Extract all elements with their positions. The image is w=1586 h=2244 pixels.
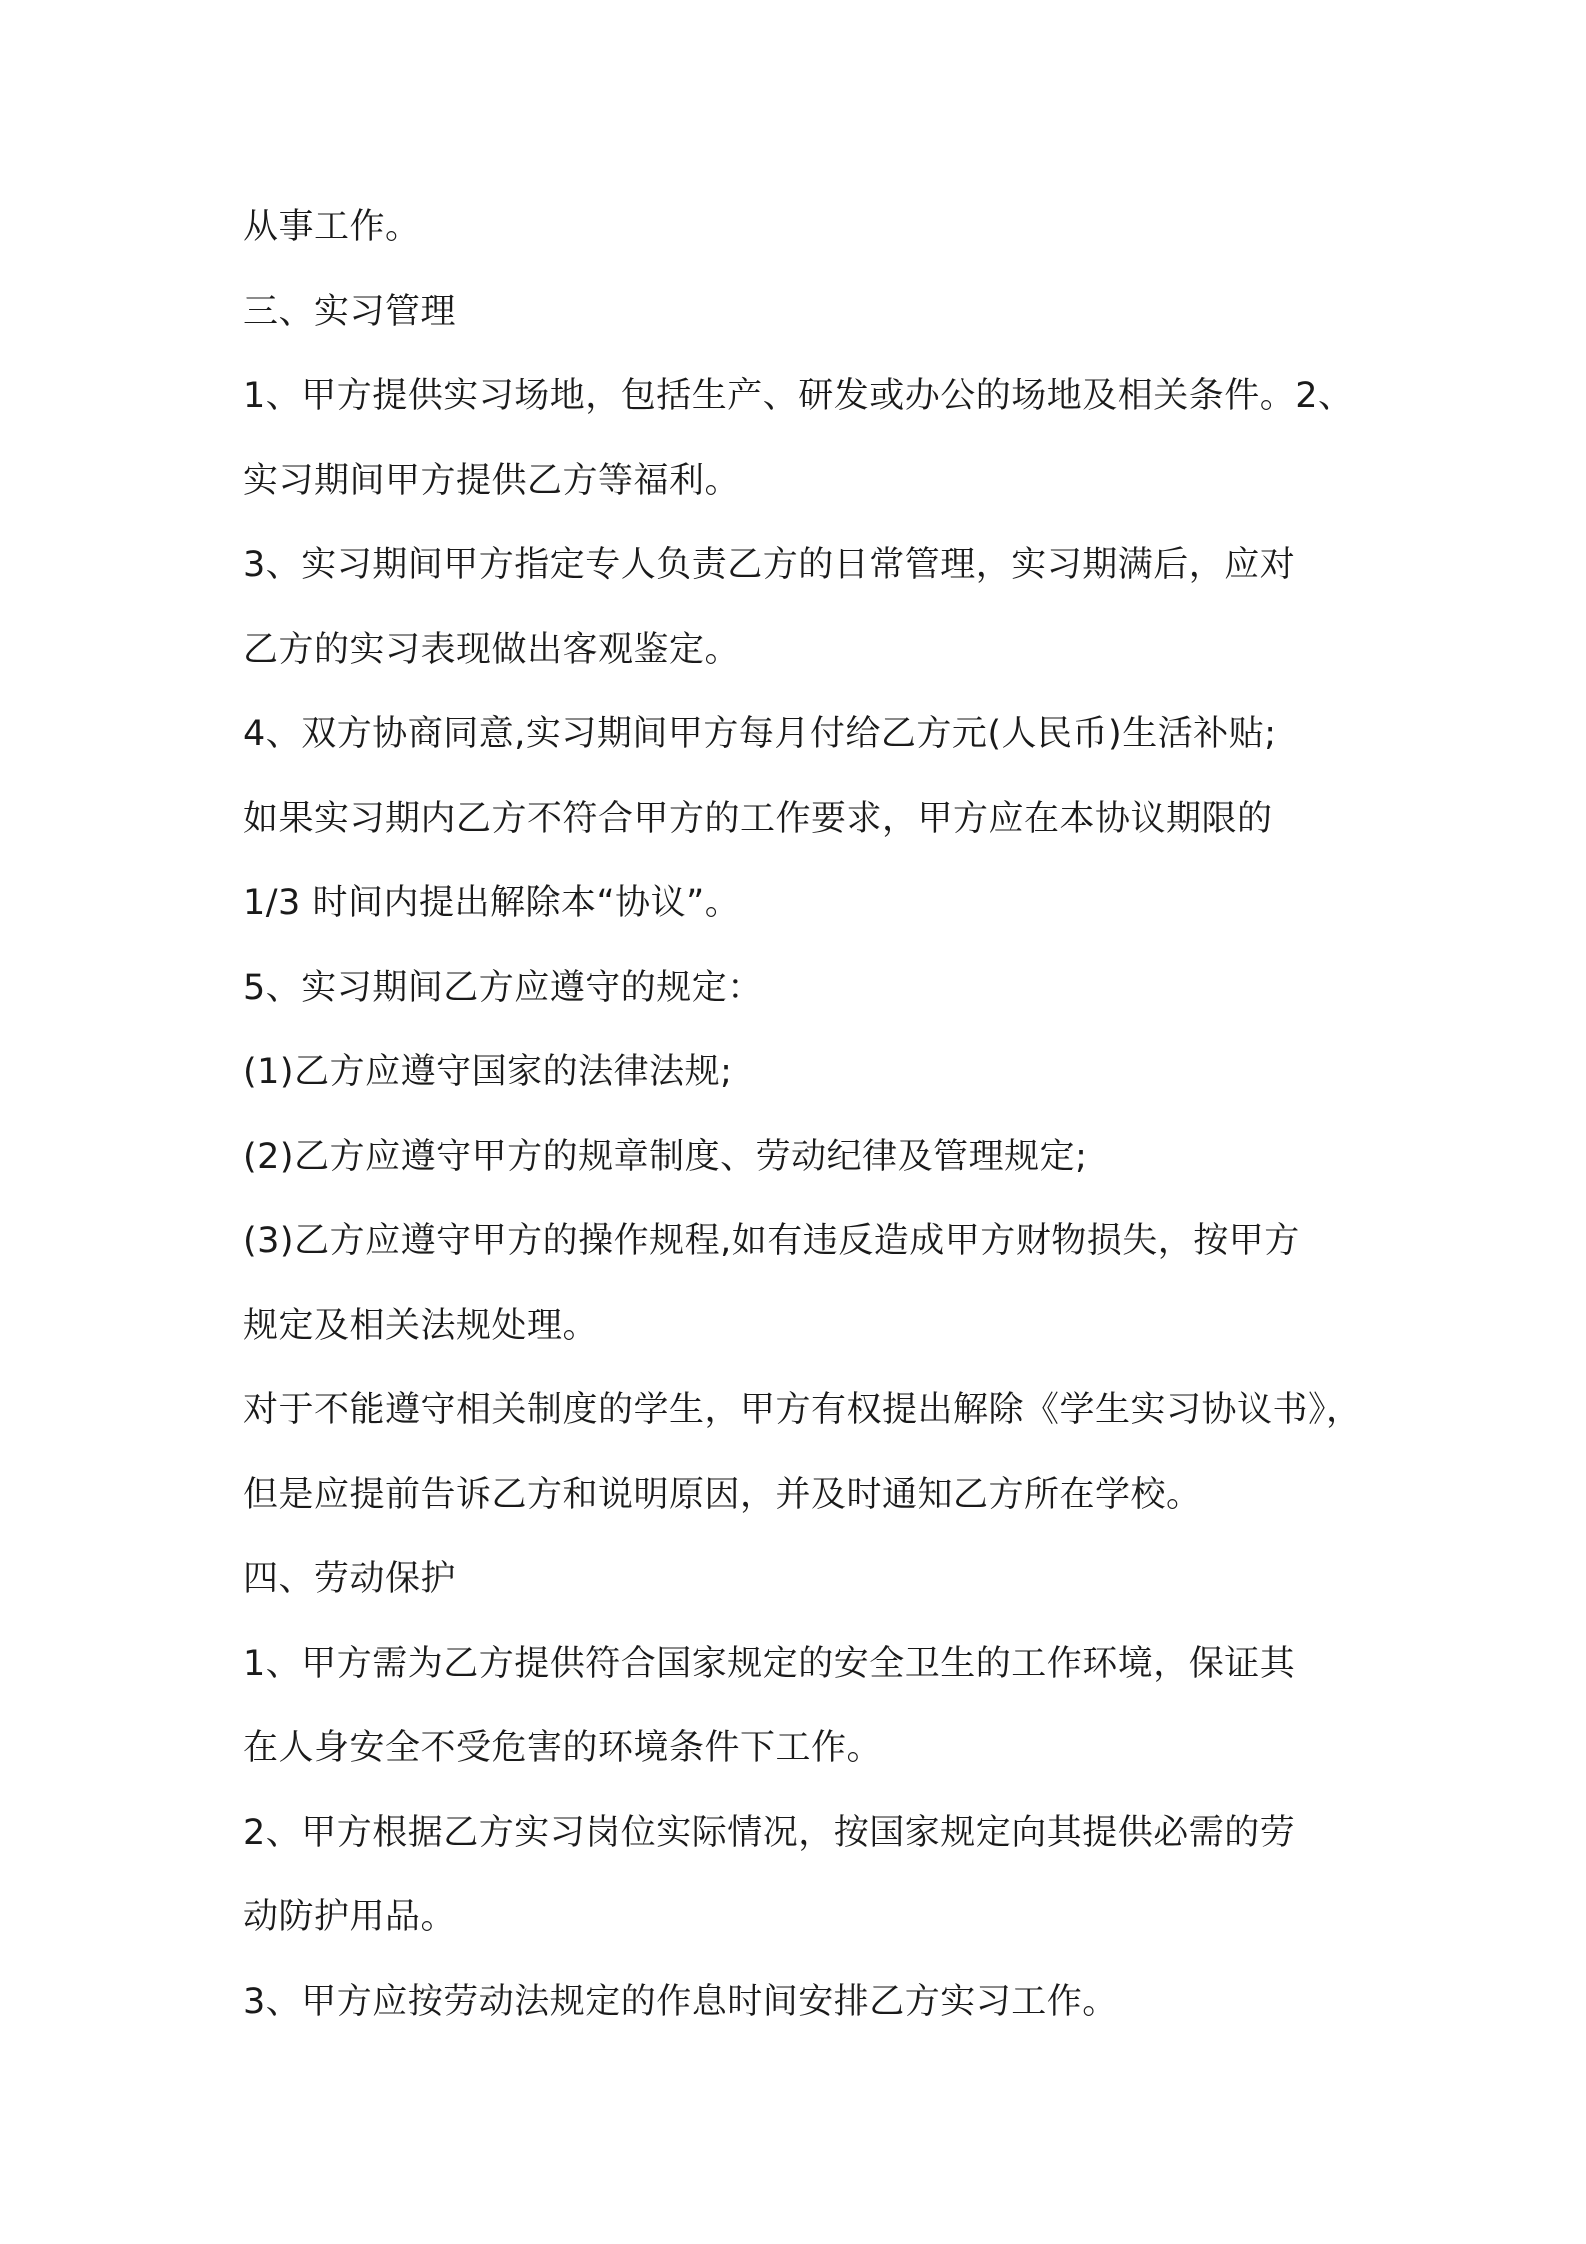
- text-line: 对于不能遵守相关制度的学生，甲方有权提出解除《学生实习协议书》，: [243, 1390, 1362, 1430]
- text-line: 动防护用品。: [243, 1897, 457, 1937]
- text-line: 从事工作。: [243, 207, 421, 247]
- text-line: 3、甲方应按劳动法规定的作息时间安排乙方实习工作。: [243, 1982, 1118, 2022]
- text-line: 4、双方协商同意,实习期间甲方每月付给乙方元(人民币)生活补贴;: [243, 714, 1277, 754]
- text-line: 乙方的实习表现做出客观鉴定。: [243, 630, 741, 670]
- text-line: 2、甲方根据乙方实习岗位实际情况，按国家规定向其提供必需的劳: [243, 1813, 1296, 1853]
- text-line: 1、甲方提供实习场地，包括生产、研发或办公的场地及相关条件。2、: [243, 376, 1354, 416]
- text-line: 规定及相关法规处理。: [243, 1306, 599, 1346]
- section-heading: 三、实习管理: [243, 292, 457, 332]
- text-line: 实习期间甲方提供乙方等福利。: [243, 461, 741, 501]
- text-line: 5、实习期间乙方应遵守的规定：: [243, 968, 763, 1008]
- text-line: 如果实习期内乙方不符合甲方的工作要求，甲方应在本协议期限的: [243, 799, 1273, 839]
- text-line: (1)乙方应遵守国家的法律法规;: [243, 1052, 733, 1092]
- text-line: 3、实习期间甲方指定专人负责乙方的日常管理，实习期满后，应对: [243, 545, 1296, 585]
- text-line: (3)乙方应遵守甲方的操作规程,如有违反造成甲方财物损失，按甲方: [243, 1221, 1300, 1261]
- text-line: 在人身安全不受危害的环境条件下工作。: [243, 1728, 883, 1768]
- text-line: 1/3 时间内提出解除本“协议”。: [243, 883, 741, 923]
- section-heading: 四、劳动保护: [243, 1559, 457, 1599]
- text-line: 1、甲方需为乙方提供符合国家规定的安全卫生的工作环境，保证其: [243, 1644, 1296, 1684]
- text-line: (2)乙方应遵守甲方的规章制度、劳动纪律及管理规定;: [243, 1137, 1088, 1177]
- text-line: 但是应提前告诉乙方和说明原因，并及时通知乙方所在学校。: [243, 1475, 1202, 1515]
